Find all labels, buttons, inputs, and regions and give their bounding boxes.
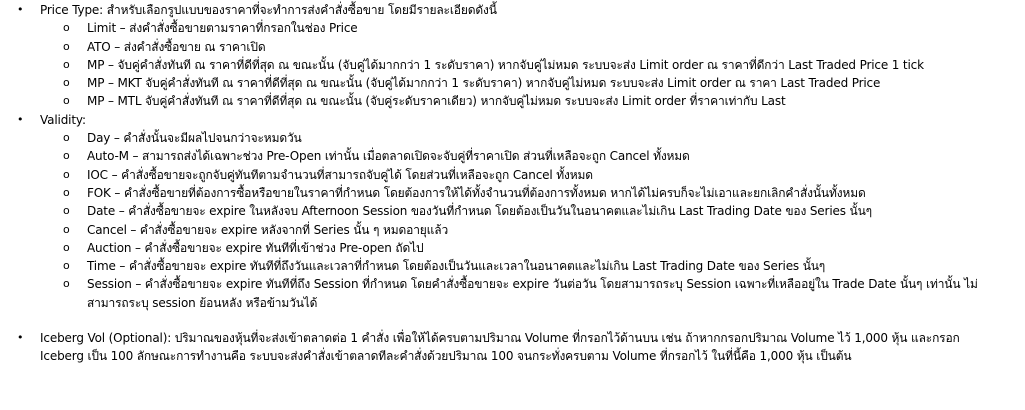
validity-session: Session – คำสั่งซื้อขายจะ expire ทันทีที่ถึง Session ที่กำหนด โดยคำสั่งซื้อขายจะ expire วันต่อวัน โดยสามารถระบุ Session เฉพาะที่เหลืออยู่ใน Trade Date นั้นๆ เท่านั้น ไม่ [87, 277, 978, 292]
bullet-icon: • [17, 3, 24, 16]
list-item [0, 202, 1025, 220]
validity-fok: FOK – คำสั่งซื้อขายที่ต้องการซื้อหรือขายในราคาที่กำหนด โดยต้องการให้ได้ทั้งจำนวนที่ต้องการทั้งหมด หากได้ไม่ครบก็จะไม่เอาและยกเลิกคำสั่งนั้นทั้งหมด [87, 185, 866, 200]
sub-bullet-icon: o [63, 131, 70, 145]
iceberg-text-cont: Iceberg เป็น 100 ลักษณะการทำงานคือ ระบบจะส่งคำสั่งเข้าตลาดทีละคำสั่งด้วยปริมาณ 100 จนกระทั่งครบตาม Volume ที่กรอกไว้ ในที่นี้คือ 1,000 หุ้น เป็นต้น [40, 349, 852, 364]
price-type-mp: MP – จับคู่คำสั่งทันที ณ ราคาที่ดีที่สุด ณ ขณะนั้น (จับคู่ได้มากกว่า 1 ระดับราคา) หากจับคู่ไม่หมด ระบบจะส่ง Limit order ณ ราคาที่ดีกว่า Last Traded Price 1 tick [87, 57, 924, 72]
validity-heading-row [0, 111, 1025, 129]
sub-bullet-icon: o [63, 76, 70, 90]
list-item [0, 38, 1025, 56]
sub-bullet-icon: o [63, 39, 70, 53]
list-item-continuation [0, 294, 1025, 312]
sub-bullet-icon: o [63, 222, 70, 236]
sub-bullet-icon: o [63, 167, 70, 181]
list-item [0, 92, 1025, 110]
list-item [0, 257, 1025, 275]
sub-bullet-icon: o [63, 94, 70, 108]
list-item [0, 56, 1025, 74]
list-item [0, 239, 1025, 257]
price-type-ato: ATO – ส่งคำสั่งซื้อขาย ณ ราคาเปิด [87, 39, 266, 54]
sub-bullet-icon: o [63, 204, 70, 218]
validity-time: Time – คำสั่งซื้อขายจะ expire ทันทีที่ถึงวันและเวลาที่กำหนด โดยต้องเป็นวันและเวลาในอนาคตและไม่เกิน Last Trading Date ของ Series นั้นๆ [87, 259, 826, 274]
list-item [0, 147, 1025, 165]
sub-bullet-icon: o [63, 21, 70, 35]
price-type-mp-mtl: MP – MTL จับคู่คำสั่งทันที ณ ราคาที่ดีที่สุด ณ ขณะนั้น (จับคู่ระดับราคาเดียว) หากจับคู่ไม่หมด ระบบจะส่ง Limit order ที่ราคาเท่ากับ Last [87, 94, 786, 109]
sub-bullet-icon: o [63, 240, 70, 254]
validity-session-cont: สามารถระบุ session ย้อนหลัง หรือข้ามวันได้ [87, 295, 318, 310]
sub-bullet-icon: o [63, 149, 70, 163]
price-type-limit: Limit – ส่งคำสั่งซื้อขายตามราคาที่กรอกในช่อง Price [87, 21, 358, 36]
validity-auto-m: Auto-M – สามารถส่งได้เฉพาะช่วง Pre-Open เท่านั้น เมื่อตลาดเปิดจะจับคู่ที่ราคาเปิด ส่วนที่เหลือจะถูก Cancel ทั้งหมด [87, 149, 690, 164]
list-item [0, 74, 1025, 92]
list-item [0, 221, 1025, 239]
list-item [0, 166, 1025, 184]
validity-cancel: Cancel – คำสั่งซื้อขายจะ expire หลังจากที่ Series นั้น ๆ หมดอายุแล้ว [87, 222, 449, 237]
sub-bullet-icon: o [63, 277, 70, 291]
sub-bullet-icon: o [63, 259, 70, 273]
price-type-heading: Price Type: สำหรับเลือกรูปแบบของราคาที่จะทำการส่งคำสั่งซื้อขาย โดยมีรายละเอียดดังนี้ [40, 3, 497, 17]
sub-bullet-icon: o [63, 57, 70, 71]
iceberg-row-continuation [0, 347, 1025, 365]
validity-heading: Validity: [40, 112, 86, 127]
validity-ioc: IOC – คำสั่งซื้อขายจะถูกจับคู่ทันทีตามจำนวนที่สามารถจับคู่ได้ โดยส่วนที่เหลือจะถูก Cancel ทั้งหมด [87, 167, 593, 182]
section-spacer [0, 312, 1025, 329]
iceberg-row [0, 329, 1025, 347]
price-type-heading-row [0, 1, 1025, 19]
bullet-icon: • [17, 112, 24, 126]
price-type-mp-mkt: MP – MKT จับคู่คำสั่งทันที ณ ราคาที่ดีที่สุด ณ ขณะนั้น (จับคู่ได้มากกว่า 1 ระดับราคา) หากจับคู่ไม่หมด ระบบจะส่ง Limit order ณ ราคา Last Traded Price [87, 76, 881, 91]
validity-day: Day – คำสั่งนั้นจะมีผลไปจนกว่าจะหมดวัน [87, 131, 302, 146]
iceberg-text: Iceberg Vol (Optional): ปริมาณของหุ้นที่จะส่งเข้าตลาดต่อ 1 คำสั่ง เพื่อให้ได้ครบตามปริมาณ Volume ที่กรอกไว้ด้านบน เช่น ถ้าหากกรอกปริมาณ Volume ไว้ 1,000 หุ้น และกรอก [40, 331, 960, 346]
validity-date: Date – คำสั่งซื้อขายจะ expire ในหลังจบ Afternoon Session ของวันที่กำหนด โดยต้องเป็นวันในอนาคตและไม่เกิน Last Trading Date ของ Series นั้นๆ [87, 204, 872, 219]
list-item [0, 19, 1025, 37]
sub-bullet-icon: o [63, 185, 70, 199]
list-item [0, 184, 1025, 202]
validity-auction: Auction – คำสั่งซื้อขายจะ expire ทันทีที่เข้าช่วง Pre-open ถัดไป [87, 240, 424, 255]
bullet-icon: • [17, 331, 24, 345]
list-item [0, 275, 1025, 293]
list-item [0, 129, 1025, 147]
